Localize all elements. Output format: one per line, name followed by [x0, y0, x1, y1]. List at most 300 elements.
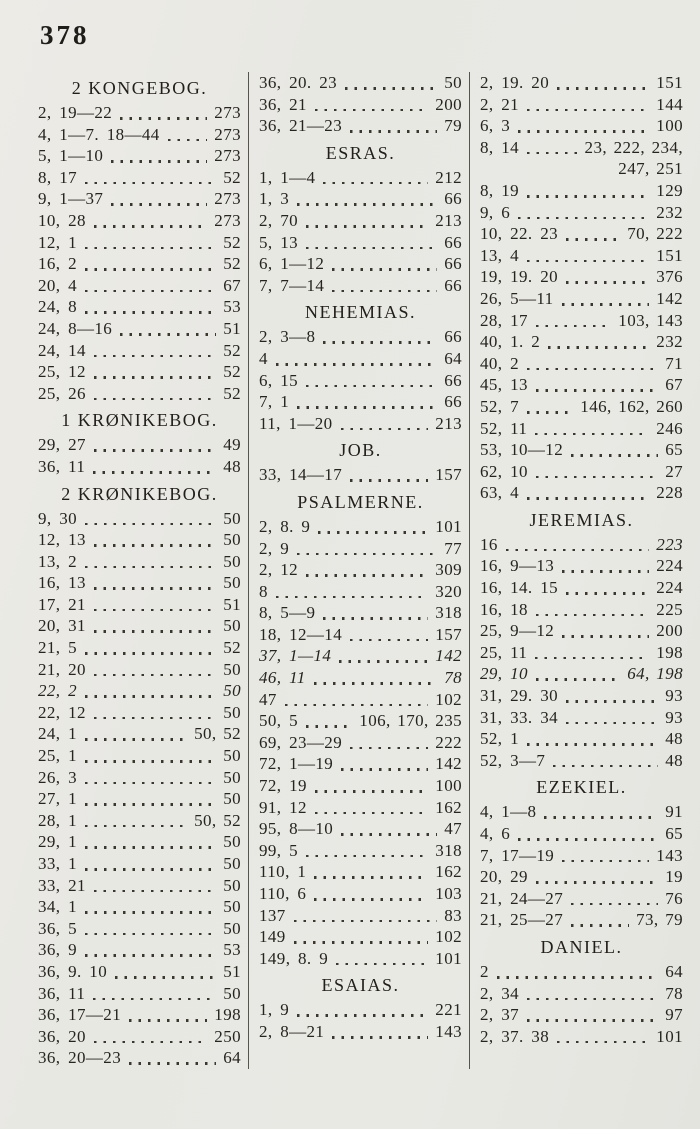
entry-reference: 37, 1—14 — [259, 646, 332, 666]
entry-page-number: 52 — [223, 383, 241, 403]
dot-leader — [85, 268, 216, 271]
entry-page-number: 273 — [214, 189, 241, 209]
dot-leader — [562, 635, 649, 638]
entry-page-number: 200 — [656, 621, 683, 641]
index-entry — [259, 538, 462, 560]
entry-reference: 6, 15 — [259, 370, 298, 390]
index-entry — [480, 115, 683, 137]
dot-leader — [527, 743, 658, 746]
entry-page-number: 50 — [223, 659, 241, 679]
entry-reference: 25, 11 — [480, 642, 528, 662]
dot-leader — [314, 898, 428, 901]
dot-leader — [332, 1036, 428, 1039]
entry-reference: 16 — [480, 534, 498, 554]
entry-page-number: 19 — [665, 867, 683, 887]
entry-page-number: 83 — [444, 905, 462, 925]
entry-page-number: 73, 79 — [636, 910, 683, 930]
dot-leader — [518, 838, 658, 841]
entry-page-number: 64 — [444, 348, 462, 368]
index-entry — [38, 102, 241, 124]
entry-reference: 4, 1—7. 18—44 — [38, 124, 160, 144]
dot-leader — [93, 471, 216, 474]
dot-leader — [294, 941, 429, 944]
section-heading: JEREMIAS. — [529, 509, 634, 530]
entry-reference: 36, 20. 23 — [259, 73, 337, 92]
entry-page-number: 100 — [656, 116, 683, 136]
index-entry — [38, 702, 241, 724]
entry-reference: 26, 3 — [38, 767, 77, 787]
dot-leader — [85, 825, 187, 828]
entry-page-number: 213 — [435, 210, 462, 230]
dot-leader — [297, 553, 437, 556]
entry-page-number: 67 — [223, 275, 241, 295]
entry-reference: 16, 9—13 — [480, 556, 555, 576]
entry-page-number: 66 — [444, 392, 462, 412]
dot-leader — [350, 479, 428, 482]
entry-page-number: 101 — [435, 948, 462, 968]
index-entry — [480, 158, 683, 180]
index-entry — [38, 210, 241, 232]
entry-reference: 52, 3—7 — [480, 750, 546, 770]
index-entry — [38, 767, 241, 789]
dot-leader — [94, 225, 207, 228]
dot-leader — [120, 333, 216, 336]
dot-leader — [332, 268, 437, 271]
dot-leader — [562, 303, 650, 306]
dot-leader — [276, 363, 437, 366]
entry-page-number: 146, 162, 260 — [580, 396, 683, 416]
index-entry — [480, 396, 683, 418]
entry-reference: 53, 10—12 — [480, 440, 564, 460]
index-entry — [480, 223, 683, 245]
index-entry — [480, 845, 683, 867]
dot-leader — [571, 924, 629, 927]
entry-reference: 29, 1 — [38, 832, 77, 852]
entry-reference: 62, 10 — [480, 461, 528, 481]
entry-reference: 12, 1 — [38, 232, 77, 252]
dot-leader — [571, 903, 658, 906]
dot-leader — [536, 614, 649, 617]
index-entry — [38, 296, 241, 318]
dot-leader — [315, 109, 428, 112]
entry-page-number: 51 — [223, 594, 241, 614]
entry-reference: 20, 31 — [38, 616, 86, 636]
index-entry — [38, 961, 241, 983]
entry-page-number: 129 — [656, 180, 683, 200]
index-entry — [480, 331, 683, 353]
index-entry — [480, 728, 683, 750]
entry-page-number: 273 — [214, 210, 241, 230]
dot-leader — [566, 238, 620, 241]
index-entry — [38, 939, 241, 961]
entry-reference: 52, 11 — [480, 418, 528, 438]
entry-reference: 91, 12 — [259, 797, 307, 817]
entry-page-number: 224 — [656, 578, 683, 598]
entry-page-number: 64 — [223, 1048, 241, 1068]
entry-reference: 36, 20—23 — [38, 1048, 122, 1068]
entry-page-number: 151 — [656, 245, 683, 265]
index-entry — [38, 788, 241, 810]
entry-page-number: 50, 52 — [194, 810, 241, 830]
dot-leader — [85, 760, 216, 763]
dot-leader — [527, 260, 649, 263]
entry-reference: 36, 9. 10 — [38, 961, 108, 981]
section-heading: DANIEL. — [540, 936, 623, 957]
dot-leader — [527, 1019, 658, 1022]
entry-page-number: 50 — [223, 918, 241, 938]
dot-leader — [527, 195, 649, 198]
index-entry — [259, 370, 462, 392]
dot-leader — [94, 544, 216, 547]
index-entry — [480, 983, 683, 1005]
index-entry — [480, 909, 683, 931]
index-entry — [259, 926, 462, 948]
dot-leader — [93, 998, 216, 1001]
dot-leader — [85, 523, 216, 526]
dot-leader — [94, 587, 216, 590]
entry-reference: 95, 8—10 — [259, 819, 334, 839]
entry-page-number: 309 — [435, 560, 462, 580]
index-entry — [38, 456, 241, 478]
dot-leader — [120, 117, 207, 120]
entry-page-number: 50, 52 — [194, 724, 241, 744]
entry-page-number: 318 — [435, 840, 462, 860]
section-heading: JOB. — [339, 440, 382, 461]
entry-reference: 12, 13 — [38, 530, 86, 550]
index-entry — [38, 145, 241, 167]
entry-page-number: 50 — [223, 681, 241, 701]
dot-leader — [497, 976, 658, 979]
index-entry — [38, 188, 241, 210]
index-entry — [38, 124, 241, 146]
entry-reference: 29, 27 — [38, 435, 86, 455]
dot-leader — [111, 203, 207, 206]
index-entry — [38, 361, 241, 383]
index-entry — [259, 999, 462, 1021]
dot-leader — [168, 139, 208, 142]
dot-leader — [85, 652, 216, 655]
dot-leader — [306, 225, 428, 228]
index-entry — [480, 750, 683, 772]
dot-leader — [566, 281, 649, 284]
entry-reference: 8, 5—9 — [259, 603, 316, 623]
dot-leader — [566, 722, 658, 725]
dot-leader — [566, 700, 658, 703]
entry-reference: 2 — [480, 961, 489, 981]
dot-leader — [536, 389, 658, 392]
entry-page-number: 78 — [665, 983, 683, 1003]
index-entry — [480, 482, 683, 504]
dot-leader — [341, 768, 428, 771]
entry-page-number: 103, 143 — [618, 310, 683, 330]
index-entry — [38, 340, 241, 362]
entry-reference: 36, 20 — [38, 1026, 86, 1046]
entry-page-number: 52 — [223, 362, 241, 382]
entry-page-number: 50 — [223, 854, 241, 873]
index-entry — [480, 663, 683, 685]
dot-leader — [85, 695, 216, 698]
index-entry — [38, 318, 241, 340]
entry-page-number: 52 — [223, 254, 241, 274]
index-entry — [259, 210, 462, 232]
dot-leader — [94, 449, 216, 452]
entry-page-number: 250 — [214, 1026, 241, 1046]
dot-leader — [85, 566, 216, 569]
entry-reference: 5, 13 — [259, 232, 298, 252]
index-entry — [259, 348, 462, 370]
entry-reference: 24, 14 — [38, 340, 86, 360]
index-entry — [259, 753, 462, 775]
entry-page-number: 52 — [223, 340, 241, 360]
entry-page-number: 142 — [435, 646, 462, 666]
dot-leader — [94, 376, 216, 379]
entry-page-number: 47 — [444, 819, 462, 839]
index-entry — [38, 1004, 241, 1026]
section-heading: ESRAS. — [325, 142, 396, 163]
dot-leader — [115, 976, 216, 979]
dot-leader — [297, 406, 437, 409]
entry-page-number: 50 — [223, 616, 241, 636]
entry-page-number: 52 — [223, 232, 241, 252]
entry-reference: 36, 5 — [38, 918, 77, 938]
entry-reference: 34, 1 — [38, 897, 77, 917]
dot-leader — [297, 203, 437, 206]
index-entry — [38, 1047, 241, 1069]
entry-page-number: 50 — [223, 767, 241, 787]
index-entry — [259, 413, 462, 435]
entry-reference: 27, 1 — [38, 789, 77, 809]
section-heading: EZEKIEL. — [536, 777, 627, 798]
entry-reference: 21, 24—27 — [480, 888, 564, 908]
index-entry — [38, 275, 241, 297]
index-entry — [38, 723, 241, 745]
entry-page-number: 106, 170, 235 — [359, 711, 462, 731]
index-entry — [480, 288, 683, 310]
entry-page-number: 48 — [665, 729, 683, 749]
entry-page-number: 102 — [435, 689, 462, 709]
entry-reference: 9, 6 — [480, 202, 511, 222]
dot-leader — [94, 355, 216, 358]
entry-page-number: 144 — [656, 94, 683, 114]
dot-leader — [527, 998, 658, 1001]
dot-leader — [85, 911, 216, 914]
entry-page-number: 66 — [444, 189, 462, 209]
entry-page-number: 143 — [656, 845, 683, 865]
entry-reference: 25, 12 — [38, 362, 86, 382]
dot-leader — [536, 881, 658, 884]
index-entry — [259, 559, 462, 581]
entry-reference: 25, 26 — [38, 383, 86, 403]
entry-reference: 16, 2 — [38, 254, 77, 274]
index-entry — [480, 72, 683, 94]
entry-reference: 36, 21 — [259, 94, 307, 114]
index-entry — [480, 461, 683, 483]
entry-page-number: 142 — [656, 288, 683, 308]
entry-page-number: 232 — [656, 332, 683, 352]
entry-reference: 29, 10 — [480, 664, 528, 684]
dot-leader — [527, 411, 573, 414]
entry-reference: 7, 1 — [259, 392, 290, 412]
entry-page-number: 273 — [214, 103, 241, 122]
entry-page-number: 320 — [435, 581, 462, 601]
entry-page-number: 101 — [656, 1026, 683, 1046]
entry-reference: 50, 5 — [259, 711, 298, 731]
index-entry — [38, 831, 241, 853]
dot-leader — [285, 704, 428, 707]
entry-page-number: 50 — [223, 983, 241, 1003]
dot-leader — [518, 217, 649, 220]
index-entry — [480, 823, 683, 845]
index-entry — [259, 115, 462, 137]
index-entry — [38, 615, 241, 637]
entry-page-number: 318 — [435, 603, 462, 623]
index-entry — [38, 680, 241, 702]
entry-reference: 2, 70 — [259, 210, 298, 230]
dot-leader — [94, 890, 216, 893]
index-entry — [259, 253, 462, 275]
entry-page-number: 157 — [435, 465, 462, 485]
dot-leader — [306, 574, 428, 577]
entry-reference: 28, 1 — [38, 810, 77, 830]
entry-page-number: 50 — [223, 508, 241, 528]
entry-page-number: 151 — [656, 73, 683, 92]
entry-reference: 2, 37 — [480, 1005, 519, 1025]
entry-reference: 72, 1—19 — [259, 754, 334, 774]
index-entry — [38, 594, 241, 616]
entry-page-number: 48 — [665, 750, 683, 770]
index-column-3 — [469, 72, 690, 1069]
entry-page-number: 50 — [223, 746, 241, 766]
entry-reference: 24, 8 — [38, 297, 77, 317]
section-heading: PSALMERNE. — [297, 491, 424, 512]
index-entry — [480, 202, 683, 224]
dot-leader — [544, 816, 658, 819]
index-entry — [38, 853, 241, 875]
entry-reference: 16, 14. 15 — [480, 578, 558, 598]
dot-leader — [571, 454, 658, 457]
entry-reference: 20, 29 — [480, 867, 528, 887]
entry-reference: 9, 1—37 — [38, 189, 104, 209]
entry-page-number: 50 — [223, 897, 241, 917]
index-entry — [259, 1021, 462, 1043]
entry-reference: 33, 1 — [38, 854, 77, 873]
entry-reference: 26, 5—11 — [480, 288, 554, 308]
dot-leader — [518, 130, 649, 133]
index-entry — [259, 624, 462, 646]
index-entry — [259, 72, 462, 94]
entry-reference: 25, 1 — [38, 746, 77, 766]
entry-page-number: 70, 222 — [627, 224, 683, 244]
index-column-1 — [28, 72, 248, 1069]
index-entry — [259, 905, 462, 927]
index-entry — [480, 866, 683, 888]
index-entry — [480, 577, 683, 599]
dot-leader — [527, 109, 649, 112]
index-entry — [38, 434, 241, 456]
entry-reference: 2, 8—21 — [259, 1021, 325, 1041]
dot-leader — [85, 182, 216, 185]
entry-reference: 9, 30 — [38, 508, 77, 528]
index-entry — [480, 137, 683, 159]
index-entry — [480, 620, 683, 642]
entry-page-number: 51 — [223, 961, 241, 981]
index-entry — [480, 1004, 683, 1026]
entry-page-number: 246 — [656, 418, 683, 438]
entry-reference: 149, 8. 9 — [259, 948, 329, 968]
entry-page-number: 50 — [223, 789, 241, 809]
index-entry — [259, 464, 462, 486]
entry-reference: 72, 19 — [259, 776, 307, 796]
index-entry — [259, 326, 462, 348]
entry-reference: 4, 6 — [480, 824, 511, 843]
entry-reference: 22, 2 — [38, 681, 77, 701]
dot-leader — [535, 433, 649, 436]
dot-leader — [548, 346, 649, 349]
dot-leader — [94, 609, 216, 612]
entry-reference: 24, 8—16 — [38, 318, 113, 338]
index-entry — [480, 801, 683, 823]
index-entry — [259, 689, 462, 711]
dot-leader — [294, 920, 437, 923]
entry-reference: 16, 13 — [38, 573, 86, 593]
entry-page-number: 232 — [656, 202, 683, 222]
entry-page-number: 225 — [656, 599, 683, 619]
entry-page-number: 247, 251 — [618, 159, 683, 179]
entry-reference: 2, 19. 20 — [480, 73, 550, 92]
entry-reference: 1, 9 — [259, 1000, 290, 1020]
entry-reference: 40, 1. 2 — [480, 332, 541, 352]
index-entry — [480, 961, 683, 983]
index-entry — [480, 180, 683, 202]
entry-page-number: 65 — [665, 440, 683, 460]
index-columns — [28, 72, 690, 1069]
entry-page-number: 50 — [223, 551, 241, 571]
entry-page-number: 228 — [656, 483, 683, 503]
dot-leader — [350, 130, 437, 133]
dot-leader — [562, 860, 649, 863]
entry-reference: 24, 1 — [38, 724, 77, 744]
entry-reference: 19, 19. 20 — [480, 267, 558, 287]
dot-leader — [339, 660, 428, 663]
dot-leader — [297, 1014, 428, 1017]
dot-leader — [94, 674, 216, 677]
index-entry — [259, 188, 462, 210]
entry-reference: 2, 37. 38 — [480, 1026, 550, 1046]
entry-page-number: 200 — [435, 94, 462, 114]
index-entry — [38, 875, 241, 897]
dot-leader — [332, 290, 437, 293]
entry-page-number: 142 — [435, 754, 462, 774]
index-entry — [259, 948, 462, 970]
index-entry — [38, 1026, 241, 1048]
index-entry — [259, 602, 462, 624]
section-heading: ESAIAS. — [321, 975, 400, 996]
entry-reference: 110, 1 — [259, 862, 307, 882]
entry-reference: 110, 6 — [259, 884, 307, 903]
index-entry — [480, 642, 683, 664]
entry-page-number: 71 — [665, 353, 683, 373]
dot-leader — [536, 325, 611, 328]
entry-reference: 99, 5 — [259, 840, 298, 860]
entry-page-number: 67 — [665, 375, 683, 395]
entry-reference: 25, 9—12 — [480, 621, 555, 641]
index-entry — [480, 1026, 683, 1048]
dot-leader — [306, 725, 352, 728]
entry-page-number: 273 — [214, 146, 241, 166]
entry-reference: 8, 17 — [38, 167, 77, 187]
index-entry — [480, 599, 683, 621]
entry-reference: 52, 1 — [480, 729, 519, 749]
